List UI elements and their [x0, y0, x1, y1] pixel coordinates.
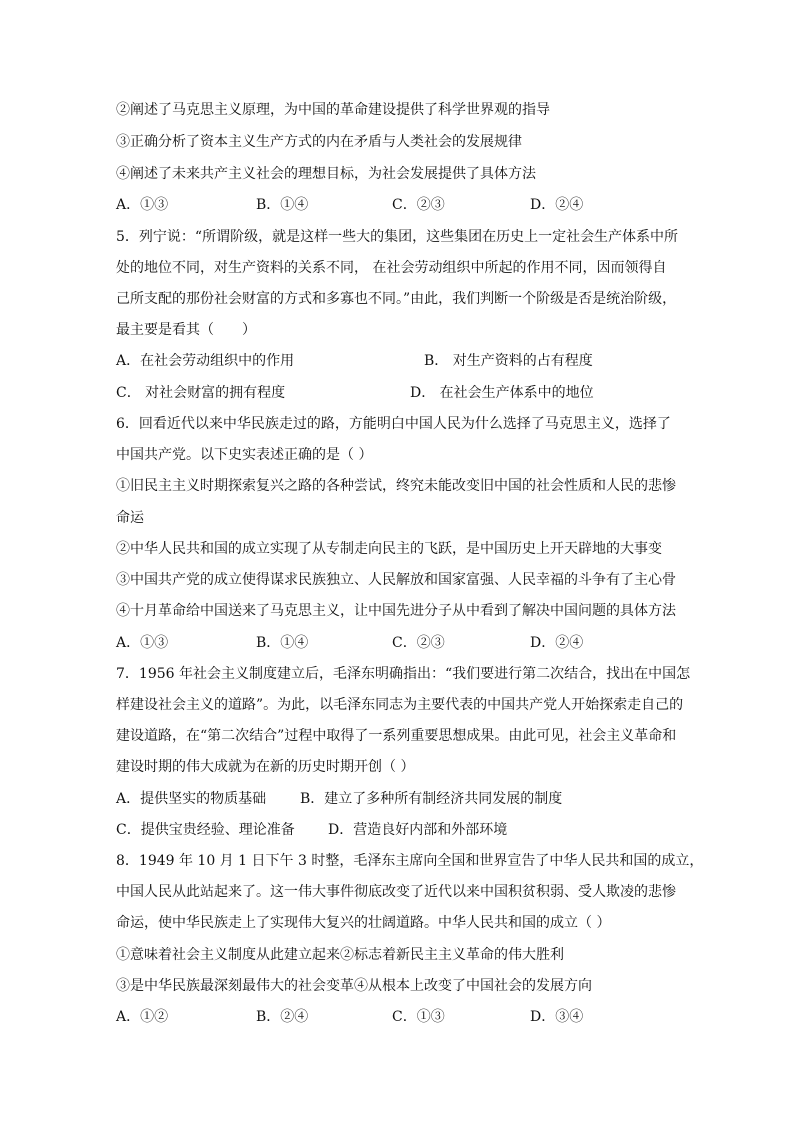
q5-stem-line-3: 己所支配的那份社会财富的方式和多寡也不同。”由此，我们判断一个阶级是否是统治阶级，	[116, 291, 677, 307]
q4-statement-2: ②阐述了马克思主义原理，为中国的革命建设提供了科学世界观的指导	[116, 102, 550, 118]
q6-statement-3: ③中国共产党的成立使得谋求民族独立、人民解放和国家富强、人民幸福的斗争有了主心骨	[116, 572, 676, 588]
q7-stem-line-2: 样建设社会主义的道路”。为此，以毛泽东同志为主要代表的中国共产党人开始探索走自己的	[116, 697, 684, 713]
q8-option-b: B．②④	[256, 1009, 309, 1025]
q6-option-c: C．②③	[392, 635, 445, 651]
q6-option-a: A．①③	[116, 635, 169, 651]
q7-stem-line-1: 7．1956 年社会主义制度建立后，毛泽东明确指出：“我们要进行第二次结合，找出在中国怎	[116, 666, 691, 682]
q6-statement-2: ②中华人民共和国的成立实现了从专制走向民主的飞跃，是中国历史上开天辟地的大事变	[116, 541, 662, 557]
q5-option-d: D． 在社会生产体系中的地位	[410, 385, 594, 401]
q5-option-c: C． 对社会财富的拥有程度	[116, 385, 286, 401]
q6-stem-line-1: 6．回看近代以来中华民族走过的路，方能明白中国人民为什么选择了马克思主义，选择了	[116, 416, 671, 432]
q7-stem-line-4: 建设时期的伟大成就为在新的历史时期开创（ ）	[116, 759, 415, 775]
q4-option-a: A．①③	[116, 197, 169, 213]
q7-option-d: D．营造良好内部和外部环境	[328, 822, 508, 838]
q4-option-b: B．①④	[256, 197, 309, 213]
q6-stem-line-2: 中国共产党。以下史实表述正确的是（ ）	[116, 447, 373, 463]
q6-option-b: B．①④	[256, 635, 309, 651]
q6-option-d: D．②④	[530, 635, 584, 651]
q4-option-d: D．②④	[530, 197, 584, 213]
q6-statement-1: ①旧民主主义时期探索复兴之路的各种尝试，终究未能改变旧中国的社会性质和人民的悲惨	[116, 478, 676, 494]
q8-option-a: A．①②	[116, 1009, 169, 1025]
q8-stem-line-2: 中国人民从此站起来了。这一伟大事件彻底改变了近代以来中国积贫积弱、受人欺凌的悲惨	[116, 884, 676, 900]
q8-statements-1-2: ①意味着社会主义制度从此建立起来②标志着新民主主义革命的伟大胜利	[116, 947, 564, 963]
q7-option-b: B．建立了多种所有制经济共同发展的制度	[300, 791, 563, 807]
q8-option-c: C．①③	[392, 1009, 445, 1025]
q5-stem-line-4: 最主要是看其（ ）	[116, 322, 256, 338]
q4-statement-4: ④阐述了未来共产主义社会的理想目标，为社会发展提供了具体方法	[116, 166, 536, 182]
q8-statements-3-4: ③是中华民族最深刻最伟大的社会变革④从根本上改变了中国社会的发展方向	[116, 978, 592, 994]
q8-stem-line-1: 8．1949 年 10 月 1 日下午 3 时整，毛泽东主席向全国和世界宣告了中华人民共和国的成立，	[116, 853, 704, 869]
q5-stem-line-2: 处的地位不同，对生产资料的关系不同， 在社会劳动组织中所起的作用不同，因而领得自	[116, 260, 667, 276]
q7-stem-line-3: 建设道路，在“第二次结合”过程中取得了一系列重要思想成果。由此可见，社会主义革命和	[116, 728, 677, 744]
q7-option-c: C．提供宝贵经验、理论准备	[116, 822, 295, 838]
q8-stem-line-3: 命运，使中华民族走上了实现伟大复兴的壮阔道路。中华人民共和国的成立（ ）	[116, 915, 611, 931]
q5-option-a: A．在社会劳动组织中的作用	[116, 353, 295, 369]
q5-stem-line-1: 5．列宁说：“所谓阶级，就是这样一些大的集团，这些集团在历史上一定社会生产体系中所	[116, 229, 679, 245]
q8-option-d: D．③④	[530, 1009, 584, 1025]
q7-option-a: A．提供坚实的物质基础	[116, 791, 267, 807]
q5-option-b: B． 对生产资料的占有程度	[424, 353, 593, 369]
q4-statement-3: ③正确分析了资本主义生产方式的内在矛盾与人类社会的发展规律	[116, 134, 522, 150]
q6-statement-4: ④十月革命给中国送来了马克思主义，让中国先进分子从中看到了解决中国问题的具体方法	[116, 603, 676, 619]
q6-statement-1-cont: 命运	[116, 510, 144, 526]
q4-option-c: C．②③	[392, 197, 445, 213]
